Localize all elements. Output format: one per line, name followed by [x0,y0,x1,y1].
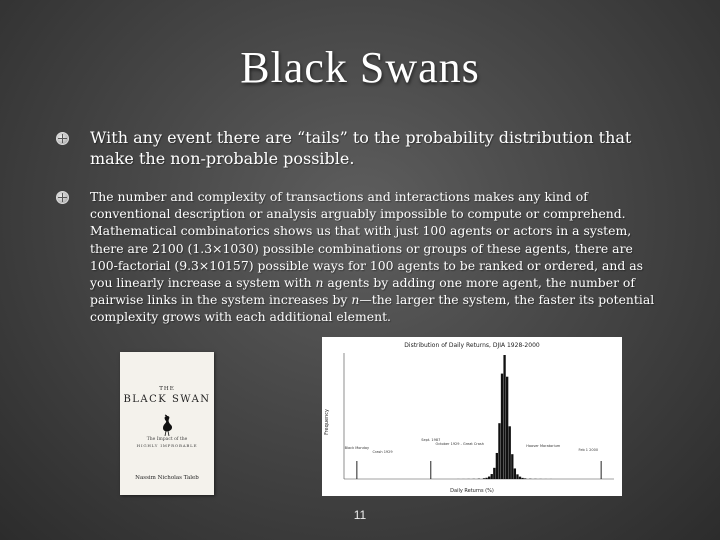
chart-bar [493,468,495,479]
book-subtitle: HIGHLY IMPROBABLE [136,443,198,448]
chart-annotation: October 1929 - Great Crash [435,442,484,446]
page-number: 11 [353,508,367,522]
bullet-text-part: The number and complexity of transactions and interactions makes any kind of conventional description or analysis arguably impossible to compute or comprehend. Mathematical combinatorics shows us that with just 100 agents or actors in a system, there are 2100 (1.3×1030) possible combinations or groups of these agents, there are 100-factorial (9.3×10157) possible ways for 100 agents to be ranked or ordered, and as you linearly increase a system with [90,189,644,291]
variable-n: n [315,275,324,291]
chart-title: Distribution of Daily Returns, DJIA 1928-2000 [404,342,540,349]
swan-icon [158,412,176,436]
book-the: THE [159,386,175,392]
chart-annotation: Hoover Moratorium [526,444,561,448]
bullet-item [56,188,656,326]
chart-annotation: Sept. 1987 [421,438,441,442]
outliers-group [357,461,601,479]
chart-ylabel: Frequency [324,409,330,435]
variable-n: n [351,292,360,308]
chart-bar [483,478,485,479]
bullet-item [56,127,656,169]
chart-annotation: Crash 1929 [372,450,393,454]
chart-bar [491,474,493,479]
bullet-icon [56,191,69,204]
chart-annotation: Black Monday [344,446,370,450]
chart-bar [521,478,523,479]
chart-bar [511,454,513,479]
chart-bar [509,426,511,479]
bullet-icon [56,132,69,145]
bullet-text-part: —the larger the system, the faster its potential complexity grows with each additional element. [90,292,655,325]
slide-title: Black Swans [240,43,480,92]
chart-bar [506,377,508,479]
chart-bar [501,374,503,479]
chart-bar [496,453,498,479]
black-swan-book-cover [120,352,214,495]
chart-xlabel: Daily Returns (%) [450,488,494,494]
bullet-text [90,188,656,326]
chart-bar [514,468,516,479]
chart-bar [516,474,518,479]
bullet-text-part: agents by adding one more agent, the number of pairwise links in the system increases by [90,275,635,308]
book-subtitle: The Impact of the [146,437,188,442]
book-title: BLACK SWAN [123,394,211,405]
chart-bar [519,477,521,479]
chart-annotation: Feb 1 2000 [578,448,599,452]
chart-bar [503,355,505,479]
book-author: Nassim Nicholas Taleb [135,475,199,481]
chart-bar [485,478,487,479]
bullet-text: With any event there are “tails” to the probability distribution that make the non-probable possible. [90,128,632,168]
returns-distribution-chart [322,337,622,496]
chart-bar [524,478,526,479]
chart-bar [488,477,490,479]
annotations-group [345,438,598,454]
chart-bar [498,423,500,479]
bars-group [457,355,552,479]
chart-svg [322,337,622,496]
